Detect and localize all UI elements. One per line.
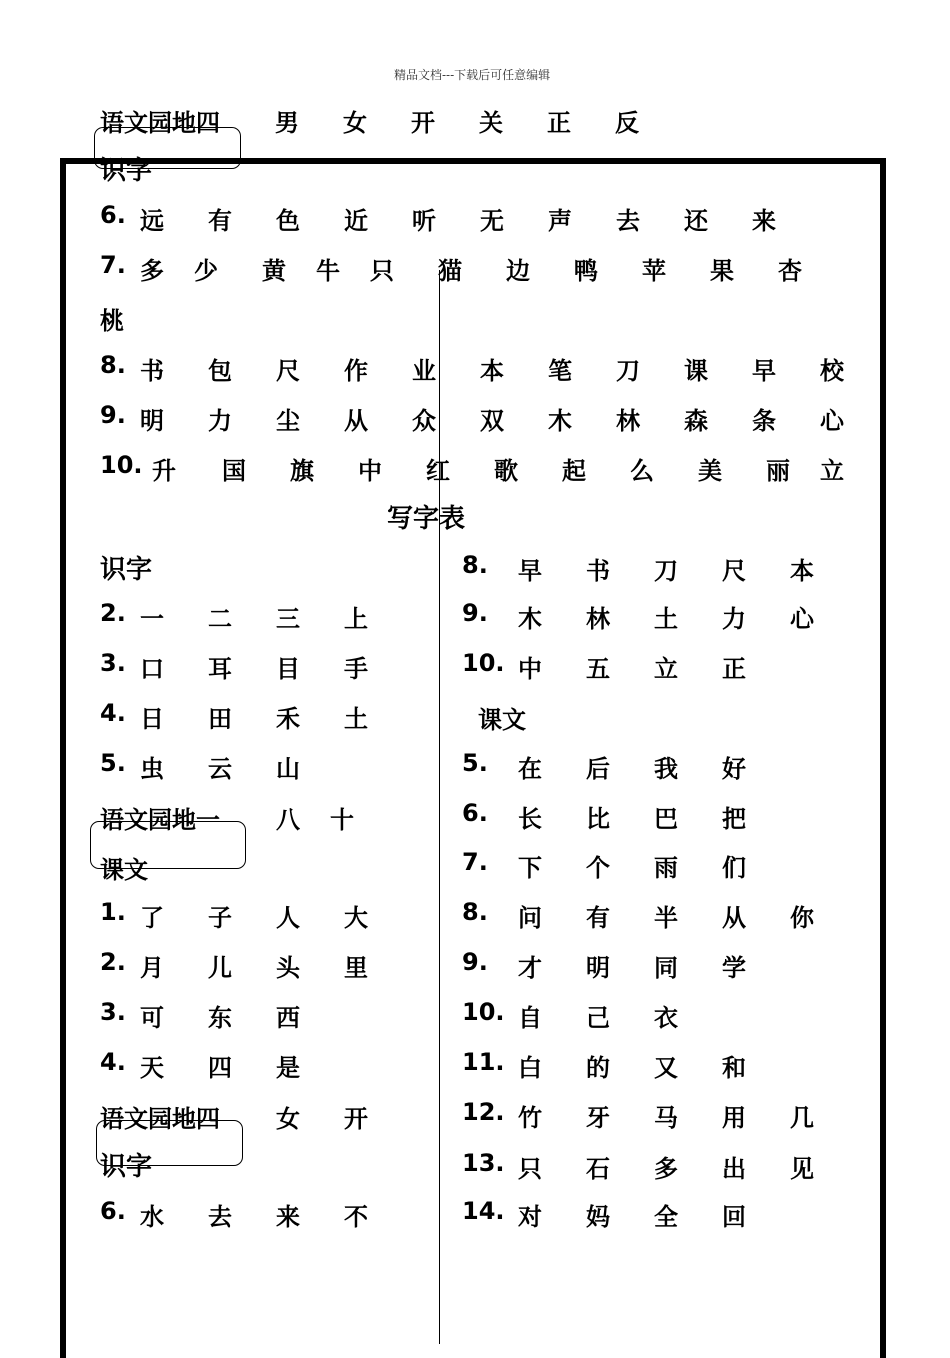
character: 正 [722,655,746,683]
character: 对 [518,1203,542,1231]
character: 书 [140,357,164,385]
character: 关 [479,109,503,137]
row-number: 3. [100,649,126,677]
character: 只 [518,1155,542,1183]
character: 反 [615,109,639,137]
character: 马 [654,1104,678,1132]
column-divider [439,270,440,1344]
character: 森 [684,407,708,435]
character: 山 [276,755,300,783]
character: 力 [208,407,232,435]
character: 边 [506,257,530,285]
character: 五 [586,655,610,683]
character: 半 [654,904,678,932]
character: 上 [344,605,368,633]
character: 土 [344,705,368,733]
row-number: 11. [462,1048,505,1076]
character: 刀 [654,557,678,585]
character: 书 [586,557,610,585]
character: 业 [412,357,436,385]
character: 升 [152,457,176,485]
garden-heading: 语文园地四 [100,109,220,137]
character: 声 [548,207,572,235]
character: 里 [344,954,368,982]
garden1-label: 语文园地一 [100,806,220,834]
character: 人 [276,904,300,932]
character: 和 [722,1054,746,1082]
character: 正 [547,109,571,137]
character: 立 [820,457,844,485]
character: 口 [140,655,164,683]
character: 下 [518,854,542,882]
character: 出 [722,1155,746,1183]
character: 石 [586,1155,610,1183]
character: 包 [208,357,232,385]
character: 女 [343,109,367,137]
character: 多 [654,1155,678,1183]
character: 果 [710,257,734,285]
character: 课 [684,357,708,385]
character: 少 [194,257,218,285]
character: 虫 [140,755,164,783]
row-number: 1. [100,898,126,926]
row-number: 9. [462,599,488,627]
row-number: 9. [100,401,126,429]
character: 开 [411,109,435,137]
character: 妈 [586,1203,610,1231]
character: 明 [140,407,164,435]
left-section3-label: 识字 [100,1152,153,1182]
character: 立 [654,655,678,683]
character: 色 [276,207,300,235]
character: 中 [518,655,542,683]
character: 的 [586,1054,610,1082]
character: 己 [586,1004,610,1032]
character: 男 [275,109,299,137]
left-section2-label: 课文 [100,856,148,884]
character: 全 [654,1203,678,1231]
character: 作 [344,357,368,385]
character: 心 [790,605,814,633]
character: 头 [276,954,300,982]
character: 八 [276,806,300,834]
row-number: 4. [100,699,126,727]
character: 歌 [494,457,518,485]
character: 目 [276,655,300,683]
character: 东 [208,1004,232,1032]
character: 衣 [654,1004,678,1032]
character: 尘 [276,407,300,435]
character: 后 [586,755,610,783]
character: 心 [820,407,844,435]
character: 子 [208,904,232,932]
character: 手 [344,655,368,683]
character: 双 [480,407,504,435]
character: 牙 [586,1104,610,1132]
character: 林 [616,407,640,435]
character: 长 [518,805,542,833]
character: 日 [140,705,164,733]
character: 力 [722,605,746,633]
character: 条 [752,407,776,435]
row-number: 7. [462,848,488,876]
character: 十 [330,806,354,834]
row-number: 6. [100,1197,126,1225]
character: 见 [790,1155,814,1183]
character: 同 [654,954,678,982]
character: 听 [412,207,436,235]
character: 林 [586,605,610,633]
row-number: 13. [462,1149,505,1177]
character: 比 [586,805,610,833]
character: 雨 [654,854,678,882]
character: 水 [140,1203,164,1231]
character: 三 [276,605,300,633]
row-number: 8. [462,898,488,926]
row-number: 6. [100,201,126,229]
character: 尺 [722,557,746,585]
character: 杏 [778,257,802,285]
character: 耳 [208,655,232,683]
character: 又 [654,1054,678,1082]
character: 大 [344,904,368,932]
character: 有 [586,904,610,932]
character: 二 [208,605,232,633]
character: 笔 [548,357,572,385]
character: 儿 [208,954,232,982]
character: 美 [698,457,722,485]
character: 近 [344,207,368,235]
row-number: 5. [100,749,126,777]
row-number: 3. [100,998,126,1026]
character: 竹 [518,1104,542,1132]
character: 在 [518,755,542,783]
row-number: 2. [100,948,126,976]
character: 巴 [654,805,678,833]
row-number: 6. [462,799,488,827]
character: 去 [616,207,640,235]
character: 你 [790,904,814,932]
character: 本 [480,357,504,385]
character: 丽 [766,457,790,485]
character: 田 [208,705,232,733]
row-number: 5. [462,749,488,777]
garden4-label: 语文园地四 [100,1105,220,1133]
character: 早 [518,557,542,585]
character: 早 [752,357,776,385]
row-number: 10. [462,998,505,1026]
character: 明 [586,954,610,982]
table-title: 写字表 [387,504,466,534]
character: 起 [562,457,586,485]
character: 是 [276,1054,300,1082]
character: 远 [140,207,164,235]
character: 学 [722,954,746,982]
row-number: 9. [462,948,488,976]
row-number: 4. [100,1048,126,1076]
character: 天 [140,1054,164,1082]
character: 西 [276,1004,300,1032]
character: 牛 [316,257,340,285]
character: 鸭 [574,257,598,285]
character: 旗 [290,457,314,485]
character: 问 [518,904,542,932]
character: 回 [722,1203,746,1231]
row-number: 8. [100,351,126,379]
character: 开 [344,1105,368,1133]
left-section1-label: 识字 [100,555,153,585]
character: 本 [790,557,814,585]
character: 去 [208,1203,232,1231]
character: 木 [548,407,572,435]
character: 众 [412,407,436,435]
row-number: 10. [462,649,505,677]
character: 个 [586,854,610,882]
character: 禾 [276,705,300,733]
character: 不 [344,1203,368,1231]
character: 自 [518,1004,542,1032]
row-number: 2. [100,599,126,627]
character: 有 [208,207,232,235]
character: 从 [344,407,368,435]
character: 无 [480,207,504,235]
character: 用 [722,1104,746,1132]
character: 来 [276,1203,300,1231]
top-section-label: 识字 [100,156,153,186]
row-number: 8. [462,551,488,579]
character: 可 [140,1004,164,1032]
right-section-label: 课文 [478,706,526,734]
character: 还 [684,207,708,235]
character: 把 [722,805,746,833]
character: 苹 [642,257,666,285]
row-number: 12. [462,1098,505,1126]
row-number: 10. [100,451,143,479]
character: 才 [518,954,542,982]
character: 只 [370,257,394,285]
character: 女 [276,1105,300,1133]
character: 了 [140,904,164,932]
character: 校 [820,357,844,385]
character: 中 [358,457,382,485]
character: 白 [518,1054,542,1082]
character: 国 [222,457,246,485]
character: 桃 [100,307,124,335]
character: 木 [518,605,542,633]
character: 红 [426,457,450,485]
character: 云 [208,755,232,783]
page-header: 精品文档---下载后可任意编辑 [394,68,551,82]
character: 们 [722,854,746,882]
character: 来 [752,207,776,235]
character: 好 [722,755,746,783]
character: 我 [654,755,678,783]
character: 从 [722,904,746,932]
character: 几 [790,1104,814,1132]
character: 猫 [438,257,462,285]
character: 么 [630,457,654,485]
row-number: 14. [462,1197,505,1225]
character: 四 [208,1054,232,1082]
character: 黄 [262,257,286,285]
character: 多 [140,257,164,285]
character: 土 [654,605,678,633]
character: 一 [140,605,164,633]
character: 刀 [616,357,640,385]
character: 月 [140,954,164,982]
character: 尺 [276,357,300,385]
row-number: 7. [100,251,126,279]
